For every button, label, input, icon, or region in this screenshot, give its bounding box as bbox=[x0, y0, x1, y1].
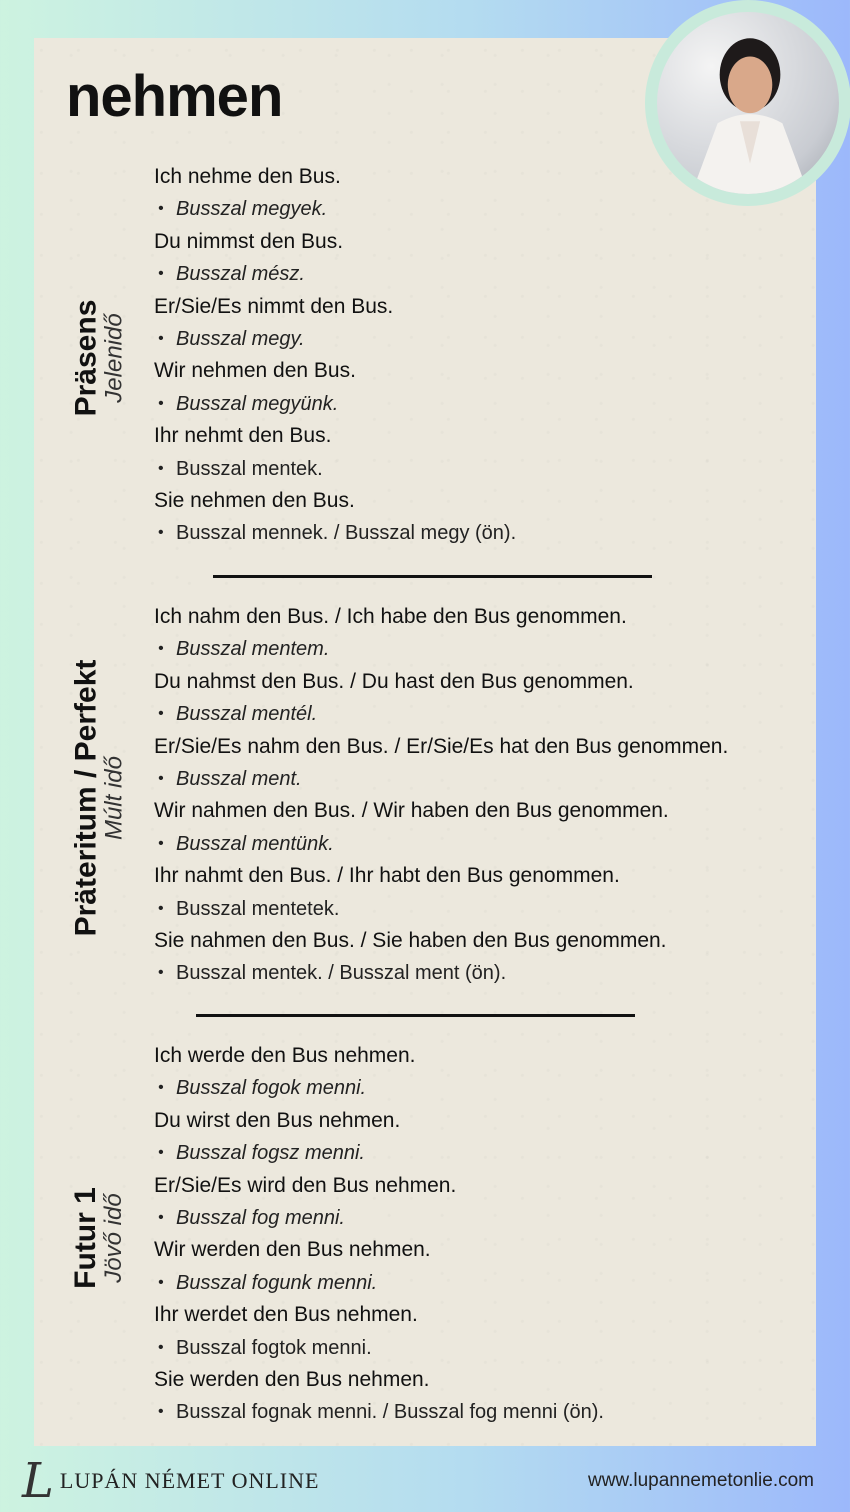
conjugation-list-futur bbox=[154, 1040, 604, 1429]
tense-name: Präsens bbox=[69, 299, 102, 416]
tense-name: Präteritum / Perfekt bbox=[69, 659, 102, 936]
tense-name: Futur 1 bbox=[68, 1186, 102, 1289]
hungarian-translation: • Busszal fog menni. bbox=[154, 1202, 604, 1234]
hungarian-translation: • Busszal mentetek. bbox=[154, 893, 728, 925]
logo-monogram: L bbox=[22, 1453, 54, 1509]
german-sentence: Er/Sie/Es nahm den Bus. / Er/Sie/Es hat den Bus genommen. bbox=[154, 734, 729, 758]
brand-name: LUPÁN NÉMET ONLINE bbox=[59, 1468, 320, 1493]
german-sentence: Ihr nehmt den Bus. bbox=[154, 424, 332, 448]
tense-label-futur bbox=[34, 1040, 164, 1435]
hungarian-translation: • Busszal mész. bbox=[154, 258, 516, 290]
german-sentence: Sie nehmen den Bus. bbox=[154, 488, 355, 512]
german-sentence: Wir nehmen den Bus. bbox=[154, 359, 356, 383]
german-sentence: Du nimmst den Bus. bbox=[154, 229, 344, 253]
tense-name-hu: Jelenidő bbox=[100, 312, 127, 403]
section-divider bbox=[213, 575, 652, 578]
hungarian-translation: • Busszal fogunk menni. bbox=[154, 1267, 604, 1299]
hungarian-translation: • Busszal mentek. / Busszal ment (ön). bbox=[154, 957, 728, 989]
hungarian-translation: • Busszal megy. bbox=[154, 323, 516, 355]
hungarian-translation: • Busszal megyek. bbox=[154, 193, 516, 225]
tense-name-hu: Múlt idő bbox=[100, 755, 127, 840]
hungarian-translation: • Busszal fogok menni. bbox=[154, 1072, 604, 1104]
brand-logo bbox=[22, 1453, 320, 1509]
conjugation-list-prateritum bbox=[154, 601, 728, 990]
german-sentence: Wir werden den Bus nehmen. bbox=[154, 1238, 431, 1262]
hungarian-translation: • Busszal mentünk. bbox=[154, 828, 728, 860]
hungarian-translation: • Busszal fogsz menni. bbox=[154, 1137, 604, 1169]
hungarian-translation: • Busszal mennek. / Busszal megy (ön). bbox=[154, 517, 516, 549]
conjugation-list-prasens bbox=[154, 161, 516, 550]
german-sentence: Er/Sie/Es nimmt den Bus. bbox=[154, 294, 394, 318]
german-sentence: Sie nahmen den Bus. / Sie haben den Bus genommen. bbox=[154, 928, 667, 952]
tense-name-hu: Jövő idő bbox=[99, 1192, 127, 1283]
tense-label-prateritum bbox=[34, 600, 164, 995]
hungarian-translation: • Busszal fogtok menni. bbox=[154, 1332, 604, 1364]
german-sentence: Ich nahm den Bus. / Ich habe den Bus genommen. bbox=[154, 605, 627, 628]
german-sentence: Ich nehme den Bus. bbox=[154, 165, 341, 188]
german-sentence: Er/Sie/Es wird den Bus nehmen. bbox=[154, 1173, 457, 1197]
avatar bbox=[645, 0, 850, 206]
german-sentence: Ihr nahmt den Bus. / Ihr habt den Bus genommen. bbox=[154, 864, 620, 888]
website-url: www.lupannemetonlie.com bbox=[587, 1470, 814, 1491]
german-sentence: Du nahmst den Bus. / Du hast den Bus genommen. bbox=[154, 669, 634, 693]
german-sentence: Ich werde den Bus nehmen. bbox=[154, 1044, 416, 1067]
german-sentence: Sie werden den Bus nehmen. bbox=[154, 1367, 430, 1391]
german-sentence: Du wirst den Bus nehmen. bbox=[154, 1108, 401, 1132]
avatar-photo bbox=[657, 12, 839, 194]
hungarian-translation: • Busszal megyünk. bbox=[154, 388, 516, 420]
hungarian-translation: • Busszal fognak menni. / Busszal fog menni (ön). bbox=[154, 1396, 604, 1428]
hungarian-translation: • Busszal mentek. bbox=[154, 453, 516, 485]
hungarian-translation: • Busszal mentem. bbox=[154, 633, 728, 665]
german-sentence: Wir nahmen den Bus. / Wir haben den Bus genommen. bbox=[154, 799, 669, 823]
german-sentence: Ihr werdet den Bus nehmen. bbox=[154, 1303, 418, 1327]
hungarian-translation: • Busszal mentél. bbox=[154, 698, 728, 730]
tense-label-prasens bbox=[34, 160, 164, 555]
section-divider bbox=[196, 1014, 635, 1017]
person-icon bbox=[657, 12, 839, 194]
hungarian-translation: • Busszal ment. bbox=[154, 763, 728, 795]
page-title: nehmen bbox=[66, 64, 283, 129]
